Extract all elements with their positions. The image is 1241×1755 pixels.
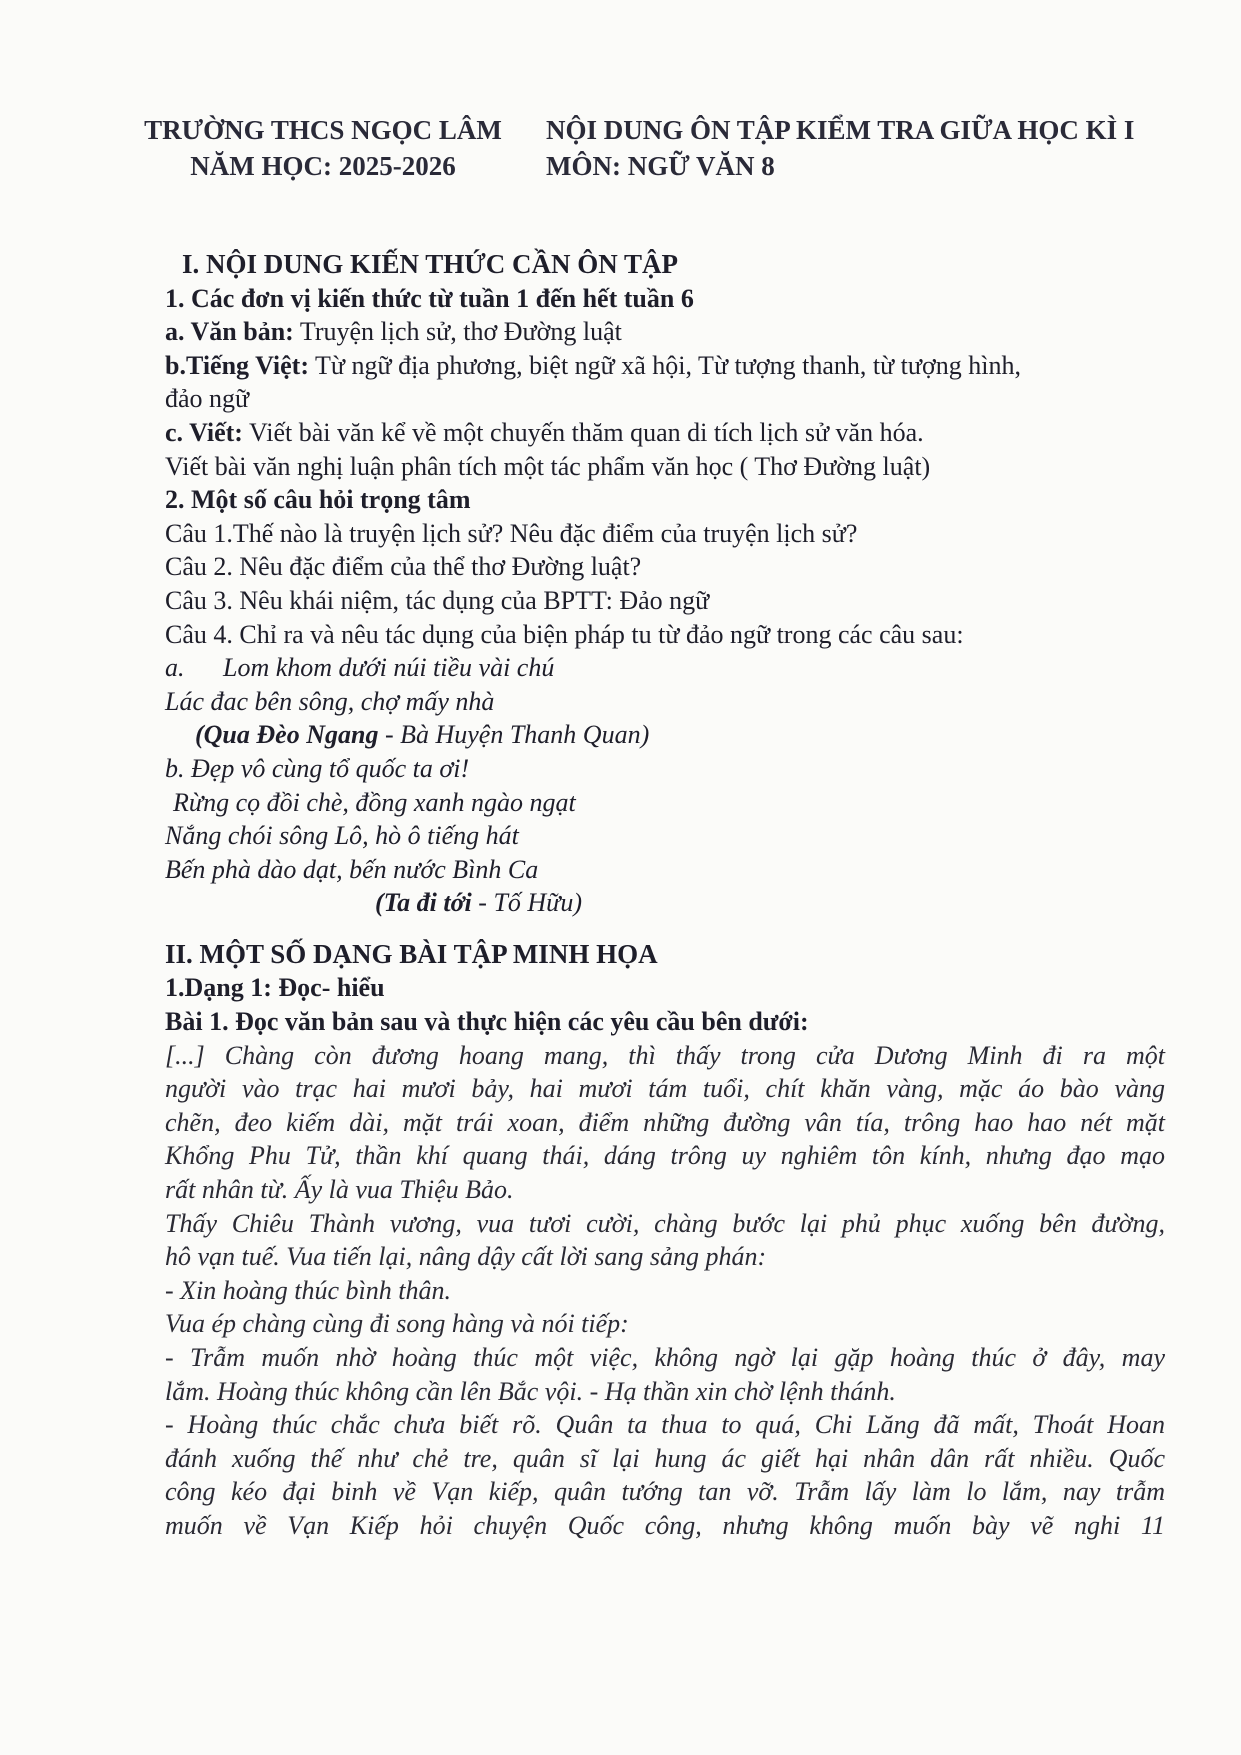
poem-b-source-author: - Tố Hữu) [471,888,583,918]
passage-line: - Trẫm muốn nhờ hoàng thúc một việc, không ngờ lại gặp hoàng thúc ở đây, may [165,1343,1165,1372]
item-a [165,315,1165,349]
part1-title: 1. Các đơn vị kiến thức từ tuần 1 đến hết tuần 6 [165,283,694,313]
type1-title: 1.Dạng 1: Đọc- hiểu [165,973,385,1003]
item-c-label: c. Viết: [165,417,243,447]
item-b [165,349,1165,383]
exercise1-title: Bài 1. Đọc văn bản sau và thực hiện các yêu cầu bên dưới: [165,1007,809,1037]
passage-line: người vào trạc hai mươi bảy, hai mươi tám tuổi, chít khăn vàng, mặc áo bào vàng [165,1074,1165,1104]
school-name: TRƯỜNG THCS NGỌC LÂM [144,115,502,145]
poem-a-line-1-text: Lom khom dưới núi tiều vài chú [223,653,555,683]
item-b-label: b.Tiếng Việt: [165,350,309,380]
passage-line: [...] Chàng còn đương hoang mang, thì thấy trong cửa Dương Minh đi ra một [165,1040,1165,1070]
school-year: NĂM HỌC: 2025-2026 [190,151,456,181]
question-3: Câu 3. Nêu khái niệm, tác dụng của BPTT: Đảo ngữ [165,585,710,615]
passage-line: Vua ép chàng cùng đi song hàng và nói tiếp: [165,1309,629,1339]
part2-title: 2. Một số câu hỏi trọng tâm [165,485,471,515]
poem-a-line-2: Lác đac bên sông, chợ mấy nhà [165,686,495,716]
item-c-text: Viết bài văn kể về một chuyến thăm quan di tích lịch sử văn hóa. [242,417,924,447]
poem-a-label: a. [165,653,185,683]
item-c-cont: Viết bài văn nghị luận phân tích một tác phẩm văn học ( Thơ Đường luật) [165,451,931,481]
passage-line: hô vạn tuế. Vua tiến lại, nâng dậy cất lời sang sảng phán: [165,1242,767,1272]
poem-b-source [165,886,1165,920]
item-b-text: Từ ngữ địa phương, biệt ngữ xã hội, Từ tượng thanh, từ tượng hình, [308,350,1021,380]
passage-line: Thấy Chiêu Thành vương, vua tươi cười, chàng bước lại phủ phục xuống bên đường, [165,1208,1165,1238]
poem-b-line-1: b. Đẹp vô cùng tổ quốc ta ơi! [165,753,470,783]
poem-b-line-4: Bến phà dào dạt, bến nước Bình Ca [165,854,539,884]
poem-b-line-3: Nắng chói sông Lô, hò ô tiếng hát [165,821,519,851]
passage-line: Khổng Phu Tử, thần khí quang thái, dáng trông uy nghiêm tôn kính, nhưng đạo mạo [165,1141,1165,1171]
item-a-label: a. Văn bản: [165,317,294,347]
poem-a-line-1 [165,651,1165,685]
subject-label: MÔN: NGỮ VĂN 8 [546,151,775,181]
passage-line: rất nhân từ. Ấy là vua Thiệu Bảo. [165,1175,514,1205]
section2-heading: II. MỘT SỐ DẠNG BÀI TẬP MINH HỌA [165,938,658,969]
passage-line: đánh xuống thế như chẻ tre, quân sĩ lại hung ác giết hại nhân dân rất nhiều. Quốc [165,1443,1165,1473]
document-body [165,248,1165,1543]
passage-line: - Hoàng thúc chắc chưa biết rõ. Quân ta thua to quá, Chi Lăng đã mất, Thoát Hoan [165,1410,1165,1440]
passage-line: công kéo đại binh về Vạn kiếp, quân tướng tan vỡ. Trẫm lấy làm lo lắm, nay trẫm [165,1477,1165,1507]
question-4: Câu 4. Chỉ ra và nêu tác dụng của biện pháp tu từ đảo ngữ trong các câu sau: [165,619,964,649]
poem-a-source [165,718,1165,752]
passage-line: muốn về Vạn Kiếp hỏi chuyện Quốc công, nhưng không muốn bày vẽ nghi 11 [165,1510,1165,1540]
header-left [128,112,518,184]
poem-a-source-author: - Bà Huyện Thanh Quan) [378,720,650,750]
poem-b-source-title: (Ta đi tới [375,888,472,918]
section1-heading: I. NỘI DUNG KIẾN THỨC CẦN ÔN TẬP [182,249,679,279]
document-title: NỘI DUNG ÔN TẬP KIỂM TRA GIỮA HỌC KÌ I [546,115,1135,145]
question-2: Câu 2. Nêu đặc điểm của thể thơ Đường luật? [165,552,642,582]
header-right [546,112,1134,184]
poem-b-line-2: Rừng cọ đồi chè, đồng xanh ngào ngạt [173,787,576,817]
item-b-cont: đảo ngữ [165,384,250,414]
reading-passage [165,1039,1165,1543]
passage-line: chẽn, đeo kiếm dài, mặt trái xoan, điểm những đường vân tía, trông hao hao nét mặt [165,1107,1165,1137]
item-a-text: Truyện lịch sử, thơ Đường luật [293,317,622,347]
passage-line: lắm. Hoàng thúc không cần lên Bắc vội. - Hạ thần xin chờ lệnh thánh. [165,1376,896,1406]
question-1: Câu 1.Thế nào là truyện lịch sử? Nêu đặc điểm của truyện lịch sử? [165,518,858,548]
poem-a-source-title: (Qua Đèo Ngang [195,720,379,750]
item-c [165,416,1165,450]
passage-line: - Xin hoàng thúc bình thân. [165,1275,451,1305]
